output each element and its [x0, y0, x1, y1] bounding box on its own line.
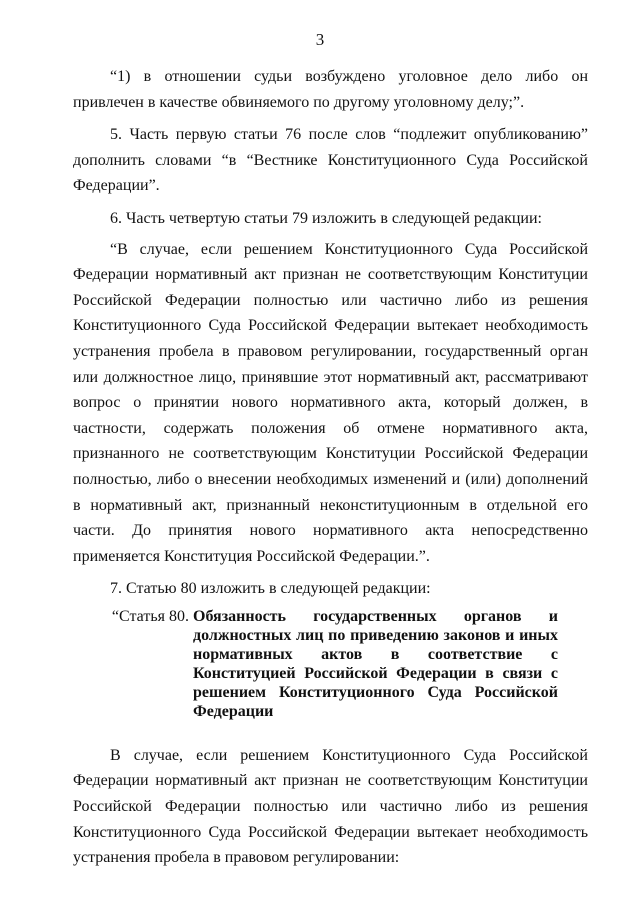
- article-title: Обязанность государственных органов и должностных лиц по приведению законов и иных нормативных актов в соответствие с Конституцией Российской Федерации в связи с решением Конституционного Суда Российской Федерации: [193, 607, 558, 720]
- paragraph-article-80-text: В случае, если решением Конституционного Суда Российской Федерации нормативный акт признан не соответствующим Конституции Российской Федерации полностью или частично либо из решения Конституционного Суда Российской Федерации вытекает необходимость устранения пробела в правовом регулировании:: [73, 746, 588, 867]
- document-body: [73, 64, 588, 878]
- page-number: 3: [315, 30, 325, 49]
- article-label: “Статья 80.: [111, 607, 189, 625]
- paragraph-amendment-7: 7. Статью 80 изложить в следующей редакции:: [110, 580, 431, 598]
- article-80-heading: [73, 607, 588, 721]
- paragraph-article-79-text: “В случае, если решением Конституционного Суда Российской Федерации нормативный акт признан не соответствующим Конституции Российской Федерации полностью или частично либо из решения Конституционного Суда Российской Федерации вытекает необходимость устранения пробела в правовом регулировании, государственный орган или должностное лицо, принявшие этот нормативный акт, рассматривают вопрос о принятии нового нормативного акта, который должен, в частности, содержать положения об отмене нормативного акта, признанного не соответствующим Конституции Российской Федерации полностью, либо о внесении необходимых изменений и (или) дополнений в нормативный акт, признанный неконституционным в отдельной его части. До принятия нового нормативного акта непосредственно применяется Конституция Российской Федерации.”.: [73, 240, 588, 565]
- paragraph-amendment-5: 5. Часть первую статьи 76 после слов “подлежит опубликованию” дополнить словами “в “Вестнике Конституционного Суда Российской Федерации”.: [73, 126, 588, 195]
- paragraph-judge-clause: “1) в отношении судьи возбуждено уголовное дело либо он привлечен в качестве обвиняемого по другому уголовному делу;”.: [73, 68, 588, 111]
- paragraph-amendment-6: 6. Часть четвертую статьи 79 изложить в следующей редакции:: [110, 209, 542, 227]
